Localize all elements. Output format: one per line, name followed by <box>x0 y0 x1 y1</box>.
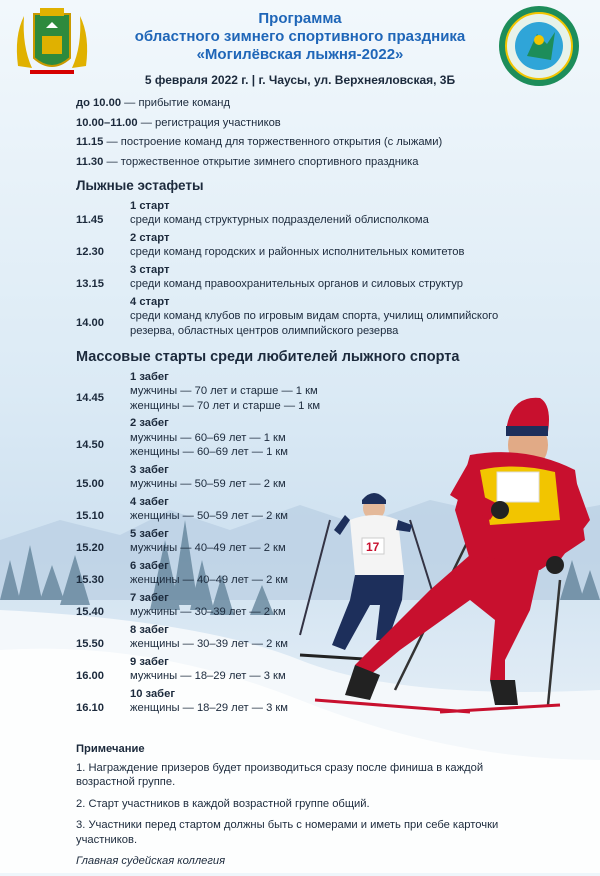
relay-text: среди команд клубов по игровым видам спорта, училищ олимпийского резерва, областных центров олимпийского резерва <box>130 310 499 337</box>
race-item <box>76 370 526 414</box>
schedule-text: регистрация участников <box>155 116 281 129</box>
relay-item <box>76 199 526 228</box>
relay-text: среди команд городских и районных исполнительных комитетов <box>130 246 465 258</box>
sport-emblem-icon <box>497 4 581 88</box>
schedule-item: 11.15 — построение команд для торжественного открытия (с лыжами) <box>76 136 443 148</box>
schedule-item: 10.00–11.00 — регистрация участников <box>76 116 281 129</box>
race-item <box>76 687 526 716</box>
schedule-time: 10.00–11.00 <box>76 116 138 129</box>
schedule-time: 11.30 <box>76 155 104 168</box>
relay-time: 12.30 <box>76 246 104 258</box>
relay-time: 13.15 <box>76 278 104 290</box>
race-time: 15.40 <box>76 606 104 618</box>
race-item <box>76 623 526 652</box>
race-item <box>76 463 526 492</box>
relay-label: 1 старт <box>130 199 170 212</box>
title-line-2: областного зимнего спортивного праздника <box>134 28 466 45</box>
page-title <box>110 10 490 64</box>
race-category: женщины — 50–59 лет — 2 км <box>130 510 289 522</box>
race-label: 3 забег <box>130 463 169 476</box>
race-item <box>76 591 526 620</box>
relay-item <box>76 263 526 292</box>
coat-of-arms-icon <box>10 6 94 86</box>
relay-label: 2 старт <box>130 231 170 244</box>
race-category: мужчины — 40–49 лет — 2 км <box>130 542 286 554</box>
mass-starts-list <box>76 370 526 716</box>
relay-text: среди команд структурных подразделений облисполкома <box>130 214 429 226</box>
schedule-time: до 10.00 <box>76 97 122 109</box>
race-item <box>76 527 526 556</box>
note-item: 2. Старт участников в каждой возрастной группе общий. <box>76 797 370 810</box>
race-time: 15.30 <box>76 574 104 586</box>
race-time: 15.20 <box>76 542 104 554</box>
race-category: мужчины — 18–29 лет — 3 км <box>130 670 286 682</box>
race-label: 6 забег <box>130 559 169 572</box>
relay-label: 4 старт <box>130 295 170 308</box>
race-category: женщины — 30–39 лет — 2 км <box>130 638 289 650</box>
schedule-list <box>76 96 526 169</box>
race-time: 16.00 <box>76 670 104 682</box>
relays-heading: Лыжные эстафеты <box>76 178 204 193</box>
schedule-text: прибытие команд <box>138 97 230 109</box>
header <box>0 0 600 95</box>
race-label: 10 забег <box>130 687 175 700</box>
race-category: женщины — 40–49 лет — 2 км <box>130 574 289 586</box>
race-item <box>76 495 526 524</box>
note-item: 3. Участники перед стартом должны быть с номерами и иметь при себе карточки участников. <box>76 819 499 846</box>
relay-item <box>76 231 526 260</box>
date-place: 5 февраля 2022 г. | г. Чаусы, ул. Верхнеяловская, 3Б <box>144 73 456 87</box>
race-time: 15.00 <box>76 478 104 490</box>
race-time: 15.50 <box>76 638 104 650</box>
title-line-1: Программа <box>258 10 342 27</box>
signature: Главная судейская коллегия <box>76 855 226 867</box>
race-category: женщины — 18–29 лет — 3 км <box>130 702 289 714</box>
program-content <box>76 96 526 719</box>
race-item <box>76 655 526 684</box>
relay-time: 11.45 <box>76 214 104 226</box>
relay-text: среди команд правоохранительных органов и силовых структур <box>130 278 463 290</box>
race-label: 9 забег <box>130 655 169 668</box>
schedule-text: торжественное открытие зимнего спортивного праздника <box>120 155 419 168</box>
notes-section <box>76 742 516 876</box>
race-category: мужчины — 50–59 лет — 2 км <box>130 478 286 490</box>
race-label: 8 забег <box>130 623 169 636</box>
race-label: 1 забег <box>130 370 169 383</box>
title-line-3: «Могилёвская лыжня-2022» <box>196 46 404 63</box>
race-category: женщины — 60–69 лет — 1 км <box>130 446 289 458</box>
mass-starts-heading: Массовые старты среди любителей лыжного спорта <box>76 349 460 365</box>
relays-list <box>76 199 526 339</box>
note-item: 1. Награждение призеров будет производиться сразу после финиша в каждой возрастной группе. <box>76 761 484 788</box>
relay-label: 3 старт <box>130 263 170 276</box>
race-time: 16.10 <box>76 702 104 714</box>
race-item <box>76 416 526 460</box>
relay-time: 14.00 <box>76 317 104 330</box>
race-label: 4 забег <box>130 495 169 508</box>
race-category: мужчины — 70 лет и старше — 1 км <box>130 385 318 397</box>
race-label: 2 забег <box>130 417 169 429</box>
race-time: 14.50 <box>76 438 104 451</box>
race-category: женщины — 70 лет и старше — 1 км <box>130 399 321 412</box>
race-label: 7 забег <box>130 591 169 604</box>
bib-number: 17 <box>366 540 380 554</box>
notes-heading: Примечание <box>76 743 145 755</box>
schedule-text: построение команд для торжественного открытия (с лыжами) <box>120 136 443 148</box>
relay-item <box>76 295 526 339</box>
race-item <box>76 559 526 588</box>
schedule-item: до 10.00 — прибытие команд <box>76 97 230 109</box>
race-time: 15.10 <box>76 510 104 522</box>
schedule-item: 11.30 — торжественное открытие зимнего спортивного праздника <box>76 155 419 168</box>
race-time: 14.45 <box>76 392 104 405</box>
race-category: мужчины — 60–69 лет — 1 км <box>130 431 286 444</box>
race-label: 5 забег <box>130 527 169 540</box>
schedule-time: 11.15 <box>76 136 104 148</box>
race-category: мужчины — 30–39 лет — 2 км <box>130 606 286 618</box>
